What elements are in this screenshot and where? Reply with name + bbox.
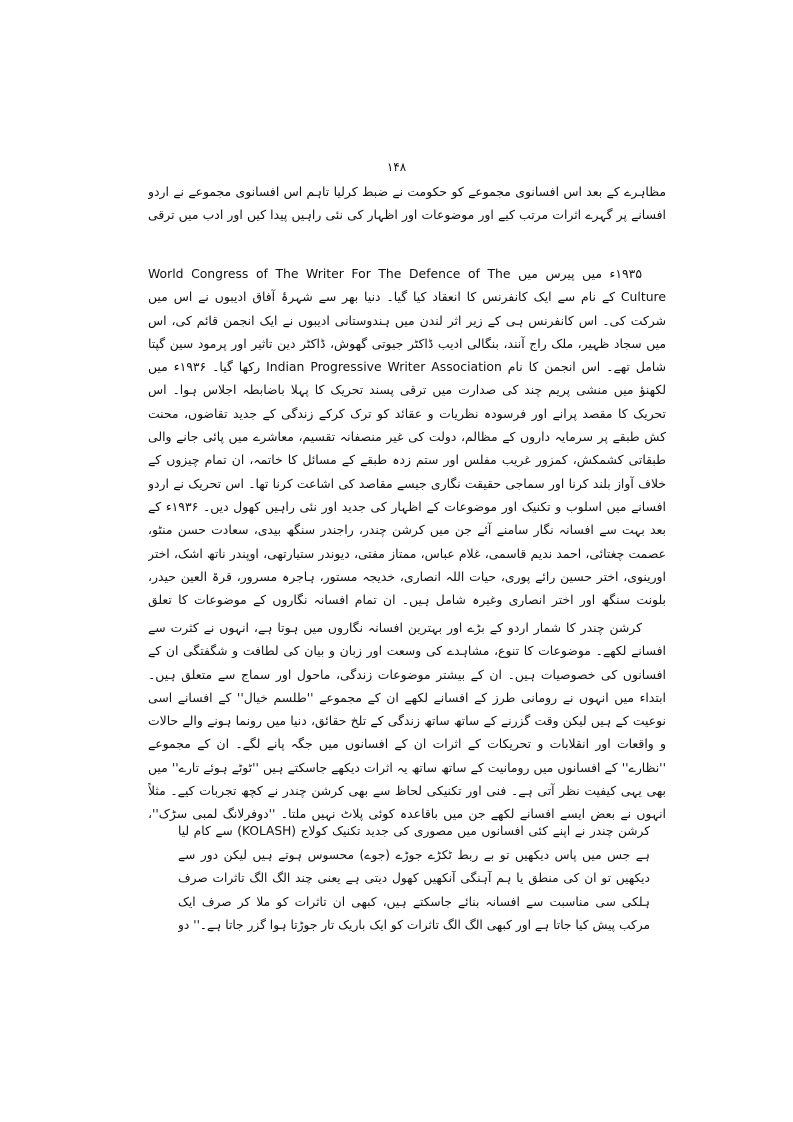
page-number: ۱۴۸ bbox=[386, 160, 407, 174]
paragraph-progressive-movement bbox=[148, 262, 666, 612]
paragraph-intro bbox=[148, 180, 666, 228]
quote-body: کرشن چندر نے اپنے کئی افسانوں میں مصوری کی جدید تکنیک کولاج (KOLASH) سے کام لیا ہے جس میں پاس دیکھیں تو بے ربط ٹکڑے جوڑے (جوے) محسوس ہوتے ہیں لیکن دور سے دیکھیں تو ان کی منطق یا ہم آہنگی آنکھیں کھول دیتی ہے یعنی چند الگ الگ تاثرات صرف ہلکی سی مناسبت سے افسانہ بنائے جاسکتے ہیں، کبھی ان تاثرات کو ملا کر صرف ایک مرکب پیش کیا جاتا ہے اور کبھی الگ الگ تاثرات کو ایک باریک تار جوڑتا ہوا گزر جاتا ہے۔'' دو bbox=[178, 824, 650, 933]
paragraph-krishan-chander bbox=[148, 616, 666, 826]
block-quote bbox=[178, 820, 650, 940]
paragraph-text: ۱۹۳۵ء میں پیرس میں World Congress of The Writer For The Defence of The Culture کے نام سے ایک کانفرنس کا انعقاد کیا گیا۔ دنیا بھر سے شہرۂ آفاق ادیبوں نے اس میں شرکت کی۔ اس کانفرنس ہی کے زیر اثر لندن میں ہندوستانی ادیبوں نے ایک انجمن قائم کی، اس میں سجاد ظہیر، ملک راج آنند، بنگالی ادیب ڈاکٹر جیوتی گھوش، ڈاکٹر دین تاثیر اور پرمود سین گپتا شامل تھے۔ اس انجمن کا نام Indian Progressive Writer Association رکھا گیا۔ ۱۹۳۶ء میں لکھنؤ میں منشی پریم چند کی صدارت میں ترقی پسند تحریک کا پہلا باضابطہ اجلاس ہوا۔ اس تحریک کا مقصد پرانے اور فرسودہ نظریات و عقائد کو ترک کرکے زندگی کے جدید تقاضوں، محنت کش طبقے پر سرمایہ داروں کے مظالم، دولت کی غیر منصفانہ تقسیم، معاشرے میں پائی جانے والی طبقاتی کشمکش، کمزور غریب مفلس اور ستم زدہ طبقے کے مسائل کا خاتمہ، ان تمام چیزوں کے خلاف آواز بلند کرنا اور سماجی حقیقت نگاری جیسے مقاصد کی اشاعت کرنا تھا۔ اس تحریک نے اردو افسانے میں اسلوب و تکنیک اور موضوعات کے اظہار کی جدید اور نئی راہیں کھول دیں۔ ۱۹۳۶ء کے بعد بہت سے افسانہ نگار سامنے آئے جن میں کرشن چندر، راجندر سنگھ بیدی، سعادت حسن منٹو، عصمت چغتائی، احمد ندیم قاسمی، غلام عباس، ممتاز مفتی، دیوندر ستیارتھی، اوپندر ناتھ اشک، اختر اورینوی، اختر حسین رائے پوری، حیات اللہ انصاری، خدیجہ مستور، ہاجرہ مسرور، قرۃ العین حیدر، بلونت سنگھ اور اختر انصاری وغیرہ شامل ہیں۔ ان تمام افسانہ نگاروں کے موضوعات کا تعلق bbox=[148, 266, 666, 608]
paragraph-text: مظاہرے کے بعد اس افسانوی مجموعے کو حکومت نے ضبط کرلیا تاہم اس افسانوی مجموعے نے اردو افسانے پر گہرے اثرات مرتب کیے اور موضوعات اور اظہار کی نئی راہیں پیدا کیں اور ادب میں ترقی bbox=[148, 184, 666, 223]
paragraph-text: کرشن چندر کا شمار اردو کے بڑے اور بہترین افسانہ نگاروں میں ہوتا ہے، انہوں نے کثرت سے افسانے لکھے۔ موضوعات کا تنوع، مشاہدے کی وسعت اور زبان و بیان کی لطافت و شگفتگی ان کے افسانوں کی خصوصیات ہیں۔ ان کے بیشتر موضوعات زندگی، ماحول اور سماج سے متعلق ہیں۔ ابتداء میں انہوں نے رومانی طرز کے افسانے لکھے ان کے مجموعے ''طلسم خیال'' کے افسانے اسی نوعیت کے ہیں لیکن وقت گزرنے کے ساتھ ساتھ زندگی کے تلخ حقائق، دنیا میں رونما ہونے والے حالات و واقعات اور انقلابات و تحریکات کے اثرات ان کے افسانوں میں جگہ پانے لگے۔ ان کے مجموعے ''نظارے'' کے افسانوں میں رومانیت کے ساتھ ساتھ یہ اثرات دیکھے جاسکتے ہیں ''ٹوٹے ہوئے تارے'' میں بھی یہی کیفیت نظر آتی ہے۔ فنی اور تکنیکی لحاظ سے بھی کرشن چندر نے کچھ تجربات کیے۔ مثلاً انہوں نے بعض ایسے افسانے لکھے جن میں باقاعدہ کوئی پلاٹ نہیں ملتا۔ ''دوفرلانگ لمبی سڑک''، bbox=[148, 620, 666, 822]
quote-text bbox=[178, 820, 650, 940]
